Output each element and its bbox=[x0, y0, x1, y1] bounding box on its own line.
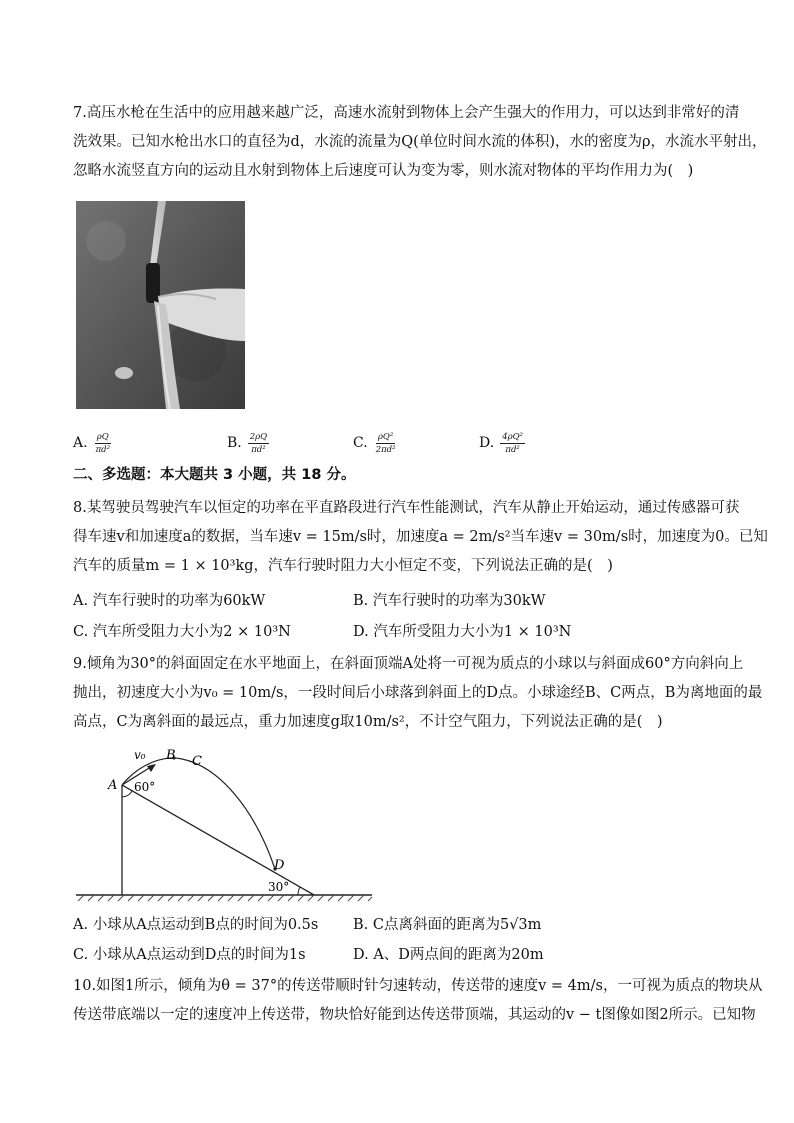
question-9-options-row-1 bbox=[73, 911, 733, 939]
question-8-text bbox=[73, 494, 768, 581]
label-d: D bbox=[274, 858, 285, 873]
section-heading: 二、多选题：本大题共 3 小题，共 18 分。 bbox=[73, 467, 356, 483]
projectile-diagram bbox=[70, 745, 390, 905]
text-line: 汽车的质量m = 1 × 10³kg，汽车行驶时阻力大小恒定不变，下列说法正确的是( ) bbox=[73, 558, 613, 574]
label-b: B bbox=[166, 748, 176, 763]
option-d: D. A、D两点间的距离为20m bbox=[353, 947, 544, 963]
water-gun-photo bbox=[76, 201, 245, 409]
fraction: $\frac{\text{ρQ²}}{\text{2πd²}}$ bbox=[375, 431, 396, 455]
text-line: 10.如图1所示，倾角为θ = 37°的传送带顺时针匀速转动，传送带的速度v = 4m/s，一可视为质点的物块从 bbox=[73, 978, 763, 994]
label-a: A bbox=[108, 778, 118, 793]
text-line: 8.某驾驶员驾驶汽车以恒定的功率在平直路段进行汽车性能测试，汽车从静止开始运动，通过传感器可获 bbox=[73, 500, 740, 516]
question-10-text bbox=[73, 972, 763, 1030]
option-c: C. 小球从A点运动到D点的时间为1s bbox=[73, 947, 306, 963]
label-angle-bottom: 30° bbox=[268, 880, 290, 894]
trajectory-curve bbox=[122, 758, 275, 869]
text-line: 9.倾角为30°的斜面固定在水平地面上，在斜面顶端A处将一可视为质点的小球以与斜面成60°方向斜向上 bbox=[73, 656, 744, 672]
fraction: $\frac{2\rho Q}{\text{πd²}}$ bbox=[249, 431, 268, 455]
text-line: 传送带底端以一定的速度冲上传送带，物块恰好能到达传送带顶端，其运动的v − t图像如图2所示。已知物 bbox=[73, 1007, 756, 1023]
question-7-options bbox=[73, 423, 733, 463]
label-angle-top: 60° bbox=[134, 780, 156, 794]
angle-arc-top bbox=[122, 791, 132, 797]
option-a: A. 汽车行驶时的功率为60kW bbox=[73, 593, 266, 609]
option-c: C. 汽车所受阻力大小为2 × 10³N bbox=[73, 624, 291, 640]
text-line: 7.高压水枪在生活中的应用越来越广泛，高速水流射到物体上会产生强大的作用力，可以达到非常好的清 bbox=[73, 105, 740, 121]
option-b: B. $\frac{2\rho Q}{\text{πd²}}$ bbox=[227, 431, 268, 455]
fraction: $\frac{\rho Q}{\text{πd²}}$ bbox=[95, 431, 110, 455]
fraction: $\frac{\text{4ρQ²}}{\text{πd²}}$ bbox=[502, 431, 523, 455]
option-b: B. C点离斜面的距离为5√3m bbox=[353, 917, 542, 933]
question-8-options-row-1 bbox=[73, 587, 733, 615]
question-9-options-row-2 bbox=[73, 941, 733, 969]
arrow-head bbox=[147, 764, 156, 772]
ground-hatch bbox=[78, 895, 372, 901]
incline-line bbox=[122, 785, 314, 895]
label-v0: v₀ bbox=[134, 748, 146, 762]
text-line: 高点，C为离斜面的最远点，重力加速度g取10m/s²，不计空气阻力，下列说法正确的是( ) bbox=[73, 714, 663, 730]
text-line: 洗效果。已知水枪出水口的直径为d，水流的流量为Q(单位时间水流的体积)，水的密度为ρ，水流水平射出， bbox=[73, 134, 767, 150]
label-c: C bbox=[192, 754, 202, 769]
option-d: D. 汽车所受阻力大小为1 × 10³N bbox=[353, 624, 572, 640]
angle-arc-bottom bbox=[298, 887, 300, 895]
option-b: B. 汽车行驶时的功率为30kW bbox=[353, 593, 546, 609]
text-line: 抛出，初速度大小为v₀ = 10m/s，一段时间后小球落到斜面上的D点。小球途经B、C两点，B为离地面的最 bbox=[73, 685, 763, 701]
option-d: D. $\frac{\text{4ρQ²}}{\text{πd²}}$ bbox=[479, 431, 523, 455]
question-9-text bbox=[73, 650, 763, 737]
question-8-options-row-2 bbox=[73, 618, 733, 646]
option-a: A. 小球从A点运动到B点的时间为0.5s bbox=[73, 917, 319, 933]
text-line: 得车速v和加速度a的数据，当车速v = 15m/s时，加速度a = 2m/s²当车速v = 30m/s时，加速度为0。已知 bbox=[73, 529, 768, 545]
question-7-text bbox=[73, 99, 767, 186]
option-c: C. $\frac{\text{ρQ²}}{\text{2πd²}}$ bbox=[353, 431, 396, 455]
option-a: A. $\frac{\rho Q}{\text{πd²}}$ bbox=[73, 431, 110, 455]
text-line: 忽略水流竖直方向的运动且水射到物体上后速度可认为变为零，则水流对物体的平均作用力为( ) bbox=[73, 163, 694, 179]
